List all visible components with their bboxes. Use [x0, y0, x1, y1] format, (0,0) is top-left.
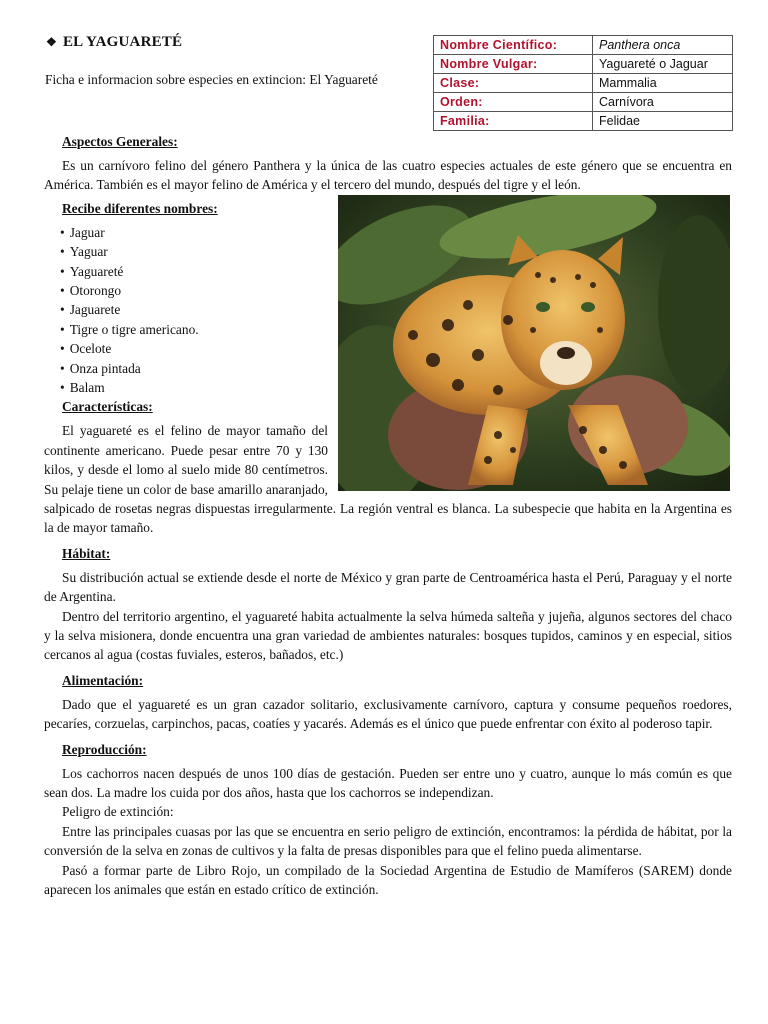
fact-row — [434, 112, 733, 131]
fact-row — [434, 74, 733, 93]
heading-reproduccion: Reproducción: — [62, 741, 147, 757]
heading-caracteristicas: Características: — [62, 399, 153, 415]
paragraph-habitat-2: Dentro del territorio argentino, el yaguareté habita actualmente la selva húmeda salteña y jujeña, algunos sectores del chaco y la selva misionera, donde encuentra una gran variedad de ambientes naturales: bosques tupidos, caminos y en especial, sitios cercanos al agua (costas fuviales, esteros, bañados, etc.) — [44, 608, 732, 663]
paragraph-reproduccion: Los cachorros nacen después de unos 100 días de gestación. Pueden ser entre uno y cuatro, aunque lo más común es que sean dos. La madre los cuida por dos años, hasta que los cachorros se independizan. — [44, 765, 732, 801]
list-item: • Jaguarete — [60, 300, 732, 319]
heading-habitat: Hábitat: — [62, 545, 111, 561]
paragraph-caracteristicas: El yaguareté es el felino de mayor tamaño del continente americano. Puede pesar entre 70 y 130 kilos, y desde el lomo al suelo mide 80 centímetros. Su pelaje tiene un color de base amarillo anaranjado, salpicado de rosetas negras dispuestas irregularmente. La región ventral es blanca. La subespecie que habita en la Argentina es la de mayor tamaño. — [44, 423, 732, 536]
fact-key: Nombre Científico: — [434, 36, 593, 55]
fact-key: Orden: — [434, 93, 593, 112]
list-item: • Yaguareté — [60, 262, 732, 281]
fact-row — [434, 55, 733, 74]
fact-table — [433, 35, 733, 131]
paragraph-habitat-1: Su distribución actual se extiende desde el norte de México y gran parte de Centroamérica hasta el Perú, Paraguay y el norte de Argentina. — [44, 569, 732, 605]
fact-key: Nombre Vulgar: — [434, 55, 593, 74]
paragraph-aspectos-generales: Es un carnívoro felino del género Panthera y la única de las cuatro especies actuales de este género que se encuentra en América. También es el mayor felino de América y el tercero del mundo, después del tigre y el león. — [44, 158, 732, 193]
diamond-bullet-icon: ❖ — [46, 35, 57, 49]
heading-aspectos-generales: Aspectos Generales: — [62, 134, 178, 149]
list-item: • Otorongo — [60, 281, 732, 300]
fact-value: Yaguareté o Jaguar — [593, 55, 733, 74]
fact-value: Carnívora — [593, 93, 733, 112]
fact-value: Mammalia — [593, 74, 733, 93]
intro-text: Ficha e informacion sobre especies en extincion: El Yaguareté — [45, 72, 378, 87]
paragraph-peligro-1: Entre las principales cuasas por las que se encuentra en serio peligro de extinción, encontramos: la pérdida de hábitat, por la conversión de la selva en zonas de cultivos y la falta de presas disponibles para que el felino pueda alimentarse. — [44, 823, 732, 859]
fact-row — [434, 36, 733, 55]
list-item: • Onza pintada — [60, 359, 732, 378]
list-item: • Yaguar — [60, 242, 732, 261]
heading-nombres: Recibe diferentes nombres: — [62, 200, 218, 216]
jaguar-image — [338, 195, 730, 491]
fact-key: Familia: — [434, 112, 593, 131]
paragraph-peligro-2: Pasó a formar parte de Libro Rojo, un compilado de la Sociedad Argentina de Estudio de Mamíferos (SAREM) donde aparecen los animales que están en estado crítico de extinción. — [44, 862, 732, 898]
list-item: • Jaguar — [60, 223, 732, 242]
heading-alimentacion: Alimentación: — [62, 672, 144, 688]
page-title: ❖ EL YAGUARETÉ — [46, 34, 183, 50]
fact-row — [434, 93, 733, 112]
list-item: • Balam — [60, 378, 732, 397]
fact-key: Clase: — [434, 74, 593, 93]
jaguar-photo — [338, 195, 730, 491]
fact-value: Felidae — [593, 112, 733, 131]
main-content — [44, 132, 732, 899]
peligro-label: Peligro de extinción: — [62, 804, 174, 820]
fact-value: Panthera onca — [593, 36, 733, 55]
list-item: • Ocelote — [60, 339, 732, 358]
list-item: • Tigre o tigre americano. — [60, 320, 732, 339]
paragraph-alimentacion: Dado que el yaguareté es un gran cazador solitario, exclusivamente carnívoro, captura y consume pequeños roedores, pecaríes, corzuelas, carpinchos, pacas, coatíes y yacarés. Además es el único que puede enfrentar con éxito al poderoso tapir. — [44, 696, 732, 732]
